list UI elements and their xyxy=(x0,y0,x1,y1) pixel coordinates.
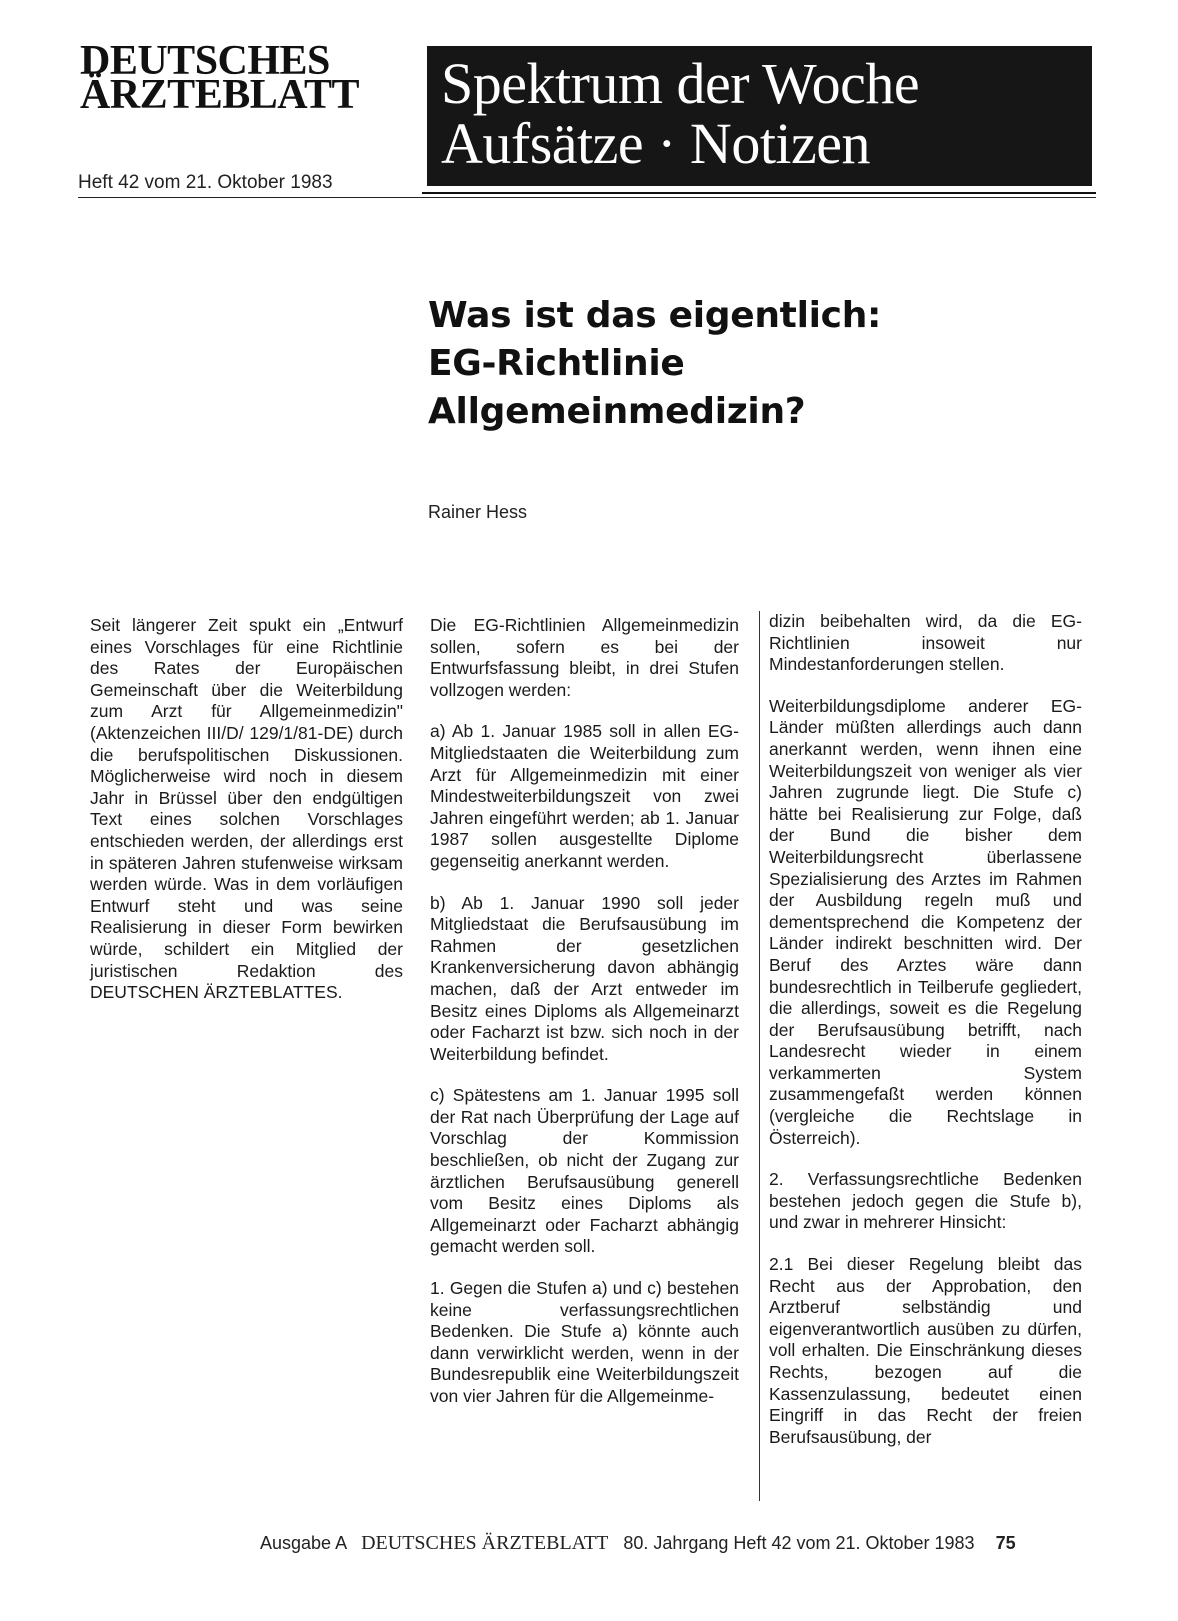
paragraph: a) Ab 1. Januar 1985 soll in allen EG-Mitgliedstaaten die Weiterbildung zum Arzt für Allgemeinmedizin mit einer Mindestweiterbildungszeit von zwei Jahren eingeführt werden; ab 1. Januar 1987 sollen ausgestellte Diplome gegenseitig anerkannt werden. xyxy=(430,721,739,871)
paragraph: Weiterbildungsdiplome anderer EG-Länder müßten allerdings auch dann anerkannt werden, wenn ihnen eine Weiterbildungszeit von weniger als vier Jahren zugrunde liegt. Die Stufe c) hätte bei Realisierung zur Folge, daß der Bund die bisher dem Weiterbildungsrecht überlassene Spezialisierung des Arztes im Rahmen der Ausbildung regeln muß und dementsprechend die Kompetenz der Länder indirekt beschnitten wird. Der Beruf des Arztes wäre dann bundesrechtlich in Teilberufe gegliedert, die allerdings, soweit es die Regelung der Berufsausübung betrifft, nach Landesrecht wieder in einem verkammerten System zusammengefaßt werden können (vergleiche die Rechtslage in Österreich). xyxy=(769,695,1082,1148)
lead-paragraph: Seit längerer Zeit spukt ein „Entwurf eines Vorschlages für eine Richtlinie des Rates der Europäischen Gemeinschaft über die Weiterbildung zum Arzt für Allgemeinmedizin" (Aktenzeichen III/D/ 129/1/81-DE) durch die berufspolitischen Diskussionen. Möglicherweise wird noch in diesem Jahr in Brüssel über den endgültigen Text eines solchen Vorschlages entschieden werden, der allerdings erst in späteren Jahren stufenweise wirksam werden würde. Was in dem vorläufigen Entwurf steht und was seine Realisierung in dieser Form bewirken würde, schildert ein Mitglied der juristischen Redaktion des DEUTSCHEN ÄRZTEBLATTES. xyxy=(90,615,403,1003)
paragraph: 2.1 Bei dieser Regelung bleibt das Recht aus der Approbation, den Arztberuf selbständig und eigenverantwortlich ausüben zu dürfen, voll erhalten. Die Einschränkung dieses Rechts, bezogen auf die Kassenzulassung, bedeutet einen Eingriff in das Recht der freien Berufsausübung, der xyxy=(769,1254,1082,1447)
header-rule-thick xyxy=(422,192,1096,194)
masthead-line: DEUTSCHES xyxy=(80,38,330,84)
paragraph: b) Ab 1. Januar 1990 soll jeder Mitgliedstaat die Berufsausübung im Rahmen der gesetzlichen Krankenversicherung davon abhängig machen, daß der Arzt entweder im Besitz eines Diploms als Allgemeinarzt oder Facharzt ist bzw. sich noch in der Weiterbildung befindet. xyxy=(430,892,739,1064)
issue-line: Heft 42 vom 21. Oktober 1983 xyxy=(78,172,333,193)
header-rule xyxy=(78,197,1096,198)
paragraph: c) Spätestens am 1. Januar 1995 soll der Rat nach Überprüfung der Lage auf Vorschlag der Kommission beschließen, ob nicht der Zugang zur ärztlichen Berufsausübung generell vom Besitz eines Diploms als Allgemeinarzt oder Facharzt abhängig gemacht werden soll. xyxy=(430,1085,739,1257)
article-author: Rainer Hess xyxy=(428,502,528,522)
section-banner xyxy=(427,46,1092,186)
column-2 xyxy=(430,615,739,1428)
title-line: EG-Richtlinie xyxy=(428,343,685,384)
footer-edition: Ausgabe A xyxy=(260,1533,347,1553)
column-divider xyxy=(759,611,760,1501)
column-1 xyxy=(90,615,403,1024)
masthead-logo xyxy=(80,38,380,118)
paragraph: Die EG-Richtlinien Allgemeinmedizin sollen, sofern es bei der Entwurfsfassung bleibt, in drei Stufen vollzogen werden: xyxy=(430,615,739,700)
section-subtitle: Aufsätze · Notizen xyxy=(441,111,871,176)
paragraph: 2. Verfassungsrechtliche Bedenken bestehen jedoch gegen die Stufe b), und zwar in mehrerer Hinsicht: xyxy=(769,1169,1082,1233)
page-number: 75 xyxy=(995,1533,1016,1553)
column-3 xyxy=(769,611,1082,1468)
title-line: Was ist das eigentlich: xyxy=(428,295,882,336)
masthead-line: ÄRZTEBLATT xyxy=(80,72,359,118)
paragraph: 1. Gegen die Stufen a) und c) bestehen keine verfassungsrechtlichen Bedenken. Die Stufe a) könnte auch dann verwirklicht werden, wenn in der Bundesrepublik eine Weiterbildungszeit von vier Jahren für die Allgemeinme- xyxy=(430,1278,739,1406)
title-line: Allgemeinmedizin? xyxy=(428,391,806,432)
footer-volume: 80. Jahrgang Heft 42 vom 21. Oktober 1983 xyxy=(623,1533,975,1553)
section-title: Spektrum der Woche xyxy=(441,51,920,116)
footer-magazine: DEUTSCHES ÄRZTEBLATT xyxy=(361,1532,609,1554)
paragraph: dizin beibehalten wird, da die EG-Richtlinien insoweit nur Mindestanforderungen stellen. xyxy=(769,611,1082,675)
page-footer xyxy=(260,1532,1016,1555)
article-title xyxy=(428,292,1068,436)
